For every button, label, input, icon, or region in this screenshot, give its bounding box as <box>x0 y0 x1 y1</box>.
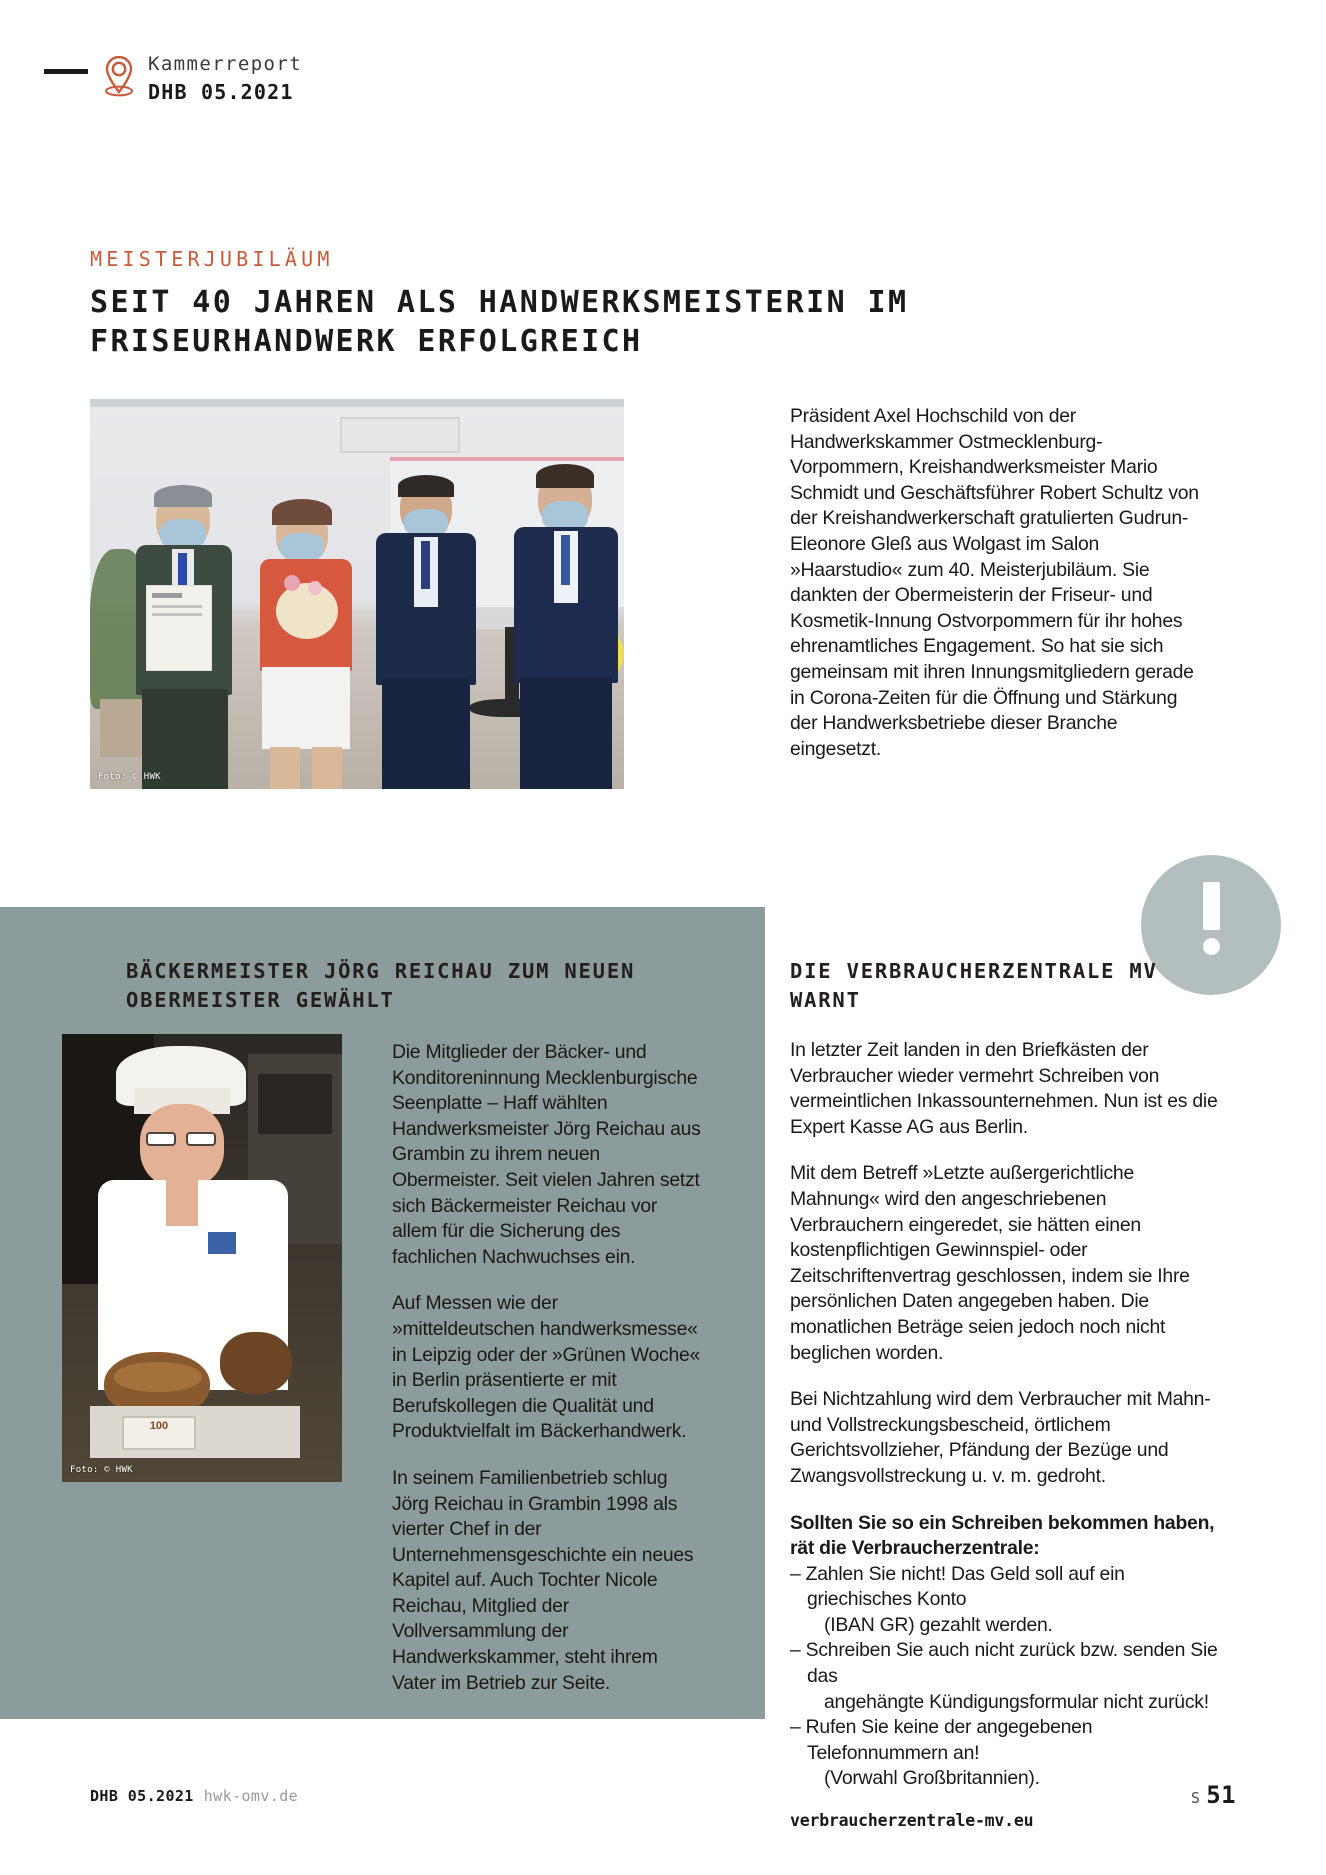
bullet-main: – Rufen Sie keine der angegebenen Telefonnummern an! <box>790 1716 1093 1764</box>
article2-paragraph-1: Die Mitglieder der Bäcker- und Konditoreninnung Mecklenburgische Seenplatte – Haff wählten Handwerksmeister Jörg Reichau aus Grambin zu ihrem neuen Obermeister. Seit vielen Jahren setzt sich Bäckermeister Reichau vor allem für die Sicherung des fachlichen Nachwuchses ein. <box>392 1041 701 1268</box>
article3-bullet-list <box>790 1562 1220 1792</box>
bullet-main: – Zahlen Sie nicht! Das Geld soll auf ein griechisches Konto <box>790 1562 1125 1611</box>
article2-photo: 100 Foto: © HWK <box>62 1034 342 1482</box>
page-footer <box>0 1781 1326 1817</box>
footer-issue: DHB 05.2021 <box>90 1787 194 1805</box>
footer-page-group <box>1191 1781 1236 1809</box>
bullet-continuation: (Vorwahl Großbritannien). <box>824 1767 1040 1790</box>
article1-photo-credit: Foto: © HWK <box>98 772 161 782</box>
header-text-group <box>148 52 302 105</box>
article3-paragraph-2: Mit dem Betreff »Letzte außergerichtliche Mahnung« wird den angeschriebenen Verbrauchern eingeredet, sie hätten einen kostenpflichtigen Gewinnspiel- oder Zeitschriftenvertrag geschlossen, indem sie Ihre persönlichen Daten angegeben haben. Die monatlichen Beträge seien jedoch noch nicht beglichen worden. <box>790 1162 1190 1364</box>
bullet-main: – Schreiben Sie auch nicht zurück bzw. senden Sie das <box>790 1639 1218 1688</box>
article2-paragraph-3: In seinem Familienbetrieb schlug Jörg Reichau in Grambin 1998 als vierter Chef in der Unternehmensgeschichte ein neues Kapitel auf. Auch Tochter Nicole Reichau, Mitglied der Vollversammlung der Handwerkskammer, steht ihrem Vater im Betrieb zur Seite. <box>392 1466 694 1694</box>
exclamation-mark <box>1203 882 1220 955</box>
article3-body <box>790 1038 1220 1834</box>
footer-url[interactable]: hwk-omv.de <box>203 1787 299 1805</box>
footer-left-group <box>90 1787 298 1805</box>
list-item <box>790 1562 1220 1639</box>
list-item <box>790 1715 1220 1792</box>
publication-name: Kammerreport <box>148 53 303 75</box>
article2-heading: BÄCKERMEISTER JÖRG REICHAU ZUM NEUEN OBERMEISTER GEWÄHLT <box>126 959 636 1012</box>
article1-photo <box>90 399 624 789</box>
article3-paragraph-1: In letzter Zeit landen in den Briefkästen der Verbraucher wieder vermehrt Schreiben von vermeintlichen Inkassounternehmen. Nun ist es die Expert Kasse AG aus Berlin. <box>790 1039 1218 1138</box>
bullet-continuation: angehängte Kündigungsformular nicht zurück! <box>824 1690 1209 1713</box>
article1-body <box>790 404 1200 762</box>
list-item <box>790 1638 1220 1715</box>
page-header <box>0 28 1326 104</box>
page-prefix: S <box>1190 1789 1201 1807</box>
bullet-continuation: (IBAN GR) gezahlt werden. <box>824 1613 1053 1636</box>
article1-kicker: MEISTERJUBILÄUM <box>90 247 334 271</box>
article2-paragraph-2: Auf Messen wie der »mitteldeutschen handwerksmesse« in Leipzig oder der »Grünen Woche« in Berlin präsentierte er mit Berufskollegen die Qualität und Produktvielfalt im Bäckerhandwerk. <box>392 1292 701 1443</box>
page-number: 51 <box>1206 1781 1236 1809</box>
article3-heading: DIE VERBRAUCHERZENTRALE MV WARNT <box>790 959 1158 1012</box>
location-pin-icon <box>103 54 135 98</box>
article2-body <box>392 1040 705 1696</box>
article3-paragraph-3: Bei Nichtzahlung wird dem Verbraucher mit Mahn- und Vollstreckungsbescheid, örtlichem Gerichtsvollzieher, Pfändung der Bezüge und Zwangsvollstreckung u. v. m. gedroht. <box>790 1388 1211 1487</box>
article3-lead-bold: Sollten Sie so ein Schreiben bekommen haben, rät die Verbraucherzentrale: <box>790 1511 1215 1560</box>
article3-url[interactable]: verbraucherzentrale-mv.eu <box>790 1811 1034 1831</box>
header-rule <box>44 69 88 74</box>
issue-label: DHB 05.2021 <box>148 80 294 104</box>
article1-headline: SEIT 40 JAHREN ALS HANDWERKSMEISTERIN IM FRISEURHANDWERK ERFOLGREICH <box>90 285 909 359</box>
article2-photo-credit: Foto: © HWK <box>70 1465 133 1475</box>
article1-body-paragraph: Präsident Axel Hochschild von der Handwerkskammer Ostmecklenburg-Vorpommern, Kreishandwerksmeister Mario Schmidt und Geschäftsführer Robert Schultz von der Kreishandwerkerschaft gratulierten Gudrun-Eleonore Gleß aus Wolgast im Salon »Haarstudio« zum 40. Meisterjubiläum. Sie dankten der Obermeisterin der Friseur- und Kosmetik-Innung Ostvorpommern für ihr hohes ehrenamtliches Engagement. So hat sie sich gemeinsam mit ihren Innungsmitgliedern gerade in Corona-Zeiten für die Öffnung und Stärkung der Handwerksbetriebe dieser Branche eingesetzt. <box>790 405 1199 760</box>
